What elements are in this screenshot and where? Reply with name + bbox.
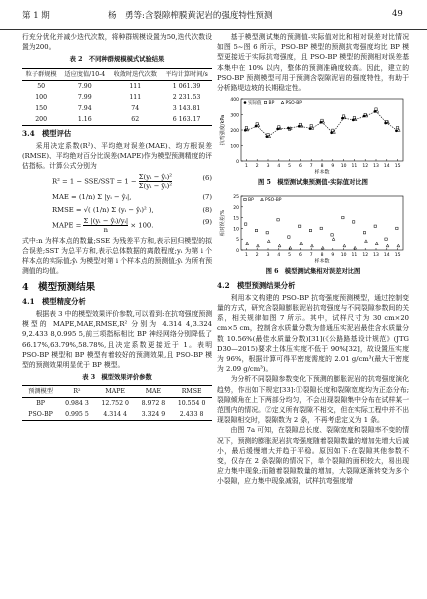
x-tick-label: 15	[394, 164, 401, 170]
legend-marker	[281, 101, 284, 104]
x-tick-label: 7	[309, 164, 313, 170]
x-tick-label: 4	[277, 253, 281, 259]
x-tick-label: 12	[362, 253, 369, 259]
left-column	[22, 32, 212, 421]
figure5-chart	[217, 93, 409, 175]
table-cell: 50	[37, 82, 46, 90]
table-header: MAPE	[105, 388, 125, 396]
x-axis-label: 样本数	[314, 169, 330, 176]
paragraph: 基于模型测试集的预测值-实际值对比和相对误差对比情况如图 5~图 6 所示，PSO-BP 模型的预测抗弯强度均比 BP 模型更接近于实际抗弯强度，且 PSO-BP 模型的预测相对误差基本集中在 10% 以内，整体的预测准确度较高。因此，建立的 PSO-BP 预测模型可用于预测含裂隙泥岩的强度特性，有助于分析路堤边坡的长期稳定性。	[217, 33, 409, 93]
table3-caption: 表 3 模型效果评价参数	[82, 374, 152, 382]
table-cell: 3 143.81	[172, 104, 201, 112]
data-point	[342, 217, 344, 219]
data-point	[395, 130, 398, 133]
equation-9: MAPE = $\frac{\text{Σ |(yᵢ − ŷᵢ)/yᵢ|}}{n}$ × 100. (9)	[52, 216, 212, 234]
plot-frame	[241, 99, 403, 161]
paragraph: 采用决定系数(R²)、平均绝对误差(MAE)、均方根误差(RMSE)、平均绝对百分比误差(MAPE)作为模型预测精度的评估指标。计算公式分别为	[22, 141, 212, 171]
y-tick-label: 0	[236, 249, 239, 255]
paragraph: 由图 7a 可知，在裂隙总长度、裂隙宽度和裂隙率不变的情况下，预测的膨胀泥岩抗弯强度随着裂隙数量的增加先增大后减小，最后缓慢增大并趋于平稳。原因如下:在裂隙其他参数不变，仅存在 2 条裂隙的情况下，单个裂隙的面积较大，易出现应力集中现象;而随着裂隙数量的增加，大裂隙逐渐转变为多个小裂隙，应力集中现象减弱，试样抗弯强度增	[217, 426, 409, 486]
x-tick-label: 5	[288, 253, 292, 259]
table-header: 平均计算时间/s	[165, 70, 208, 78]
table-cell: 7.99	[77, 93, 92, 101]
series-line	[246, 112, 397, 137]
x-tick-label: 14	[383, 164, 390, 170]
table-cell: 3.324 9	[141, 411, 166, 419]
data-point	[320, 228, 322, 230]
data-point	[298, 225, 300, 227]
x-tick-label: 6	[298, 164, 302, 170]
data-point	[266, 232, 268, 234]
x-tick-label: 10	[340, 164, 347, 170]
x-tick-label: 6	[298, 253, 302, 259]
y-tick-label: 100	[230, 144, 239, 150]
table-header: 收敛时迭代次数	[113, 70, 157, 78]
table-cell: 8.972 8	[141, 400, 166, 408]
data-point	[300, 242, 303, 245]
data-point	[289, 247, 292, 250]
data-point	[376, 110, 379, 113]
data-point	[311, 245, 314, 248]
running-header	[0, 0, 427, 30]
x-tick-label: 13	[373, 164, 379, 170]
data-point	[268, 135, 271, 138]
data-point	[354, 247, 357, 250]
figure5-svg	[217, 93, 409, 175]
table-cell: 10.554 0	[177, 400, 206, 408]
table-cell: 100	[35, 93, 48, 101]
table-cell: 2 231.53	[172, 93, 201, 101]
data-point	[309, 230, 311, 232]
legend-marker	[264, 102, 266, 104]
x-tick-label: 2	[255, 164, 259, 170]
y-axis-label: 相对误差/%	[220, 210, 226, 237]
equation-6: R² = 1 − SSE/SST = 1 − $\frac{\text{Σ(yᵢ − ŷᵢ)²}}{\text{Σ(yᵢ − ȳᵢ)²}}$ (6)	[52, 173, 212, 191]
x-axis-label: 样本数	[314, 258, 330, 265]
x-tick-label: 3	[266, 164, 270, 170]
data-point	[343, 245, 346, 248]
data-point	[277, 219, 279, 221]
y-tick-label: 10	[233, 227, 239, 233]
y-axis-label: 抗弯强度/kPa	[220, 115, 226, 146]
legend-label: BP	[268, 101, 275, 107]
table-row	[22, 398, 212, 410]
y-tick-label: 5	[236, 238, 239, 244]
x-tick-label: 9	[331, 164, 335, 170]
x-tick-label: 9	[331, 253, 335, 259]
table-cell: 1 061.39	[172, 82, 201, 90]
section-title: 3.4 模型评估	[22, 128, 72, 138]
x-tick-label: 3	[266, 253, 270, 259]
table-cell: 74	[131, 104, 140, 112]
table-cell: 200	[35, 115, 48, 123]
data-point	[365, 240, 368, 243]
paragraph: 行充分优化并减少迭代次数，将种群规模设置为50,迭代次数设置为200。	[22, 33, 212, 52]
legend-marker	[261, 198, 264, 201]
table-header: 适应度值/10-4	[64, 70, 106, 78]
table-cell: PSO-BP	[28, 411, 53, 419]
data-point	[244, 129, 247, 132]
data-point	[363, 232, 365, 234]
section-title: 4.2 模型预测结果分析	[217, 280, 296, 290]
table-row	[22, 80, 212, 92]
data-point	[288, 236, 290, 238]
y-tick-label: 20	[233, 206, 239, 212]
y-tick-label: 0	[236, 160, 239, 166]
table-header: MAE	[145, 388, 162, 396]
x-tick-label: 8	[320, 253, 324, 259]
table-cell: 111	[129, 93, 142, 101]
running-title: 杨 勇等:含裂隙榨膜黄泥岩的强度特性预测	[108, 11, 273, 21]
table-header: 预测模型	[28, 388, 53, 396]
y-tick-label: 200	[230, 129, 239, 135]
legend-label: PSO-BP	[285, 101, 303, 107]
table-row	[22, 92, 212, 103]
table-cell: 7.90	[77, 82, 92, 90]
x-tick-label: 7	[309, 253, 313, 259]
equation-7: MAE = (1/n) Σ |yᵢ − ŷᵢ|, (7)	[52, 193, 212, 202]
x-tick-label: 8	[320, 164, 324, 170]
legend-marker	[244, 101, 247, 104]
data-point	[278, 245, 281, 248]
table-cell: 12.752 0	[101, 400, 129, 408]
data-point	[386, 245, 389, 248]
paragraph: 利用本文构建的 PSO-BP 抗弯强度预测模型，通过控制变量的方式，研究含裂隙膨胀泥岩抗弯强度与不同裂隙参数间的关系，相关规律如图 7 所示。其中，试样尺寸为 30 cm×20 cm×5 cm，控制含水质量分数为普通压实泥岩最佳含水质量分数 10.56%(最佳水质量分数)[31](《公路路基设计规范》(JTG D30—2015)要求土体压实度不低于 90%[32]，故设置压实度为 96%，根据计算可得平密度需度的 2.01 g/cm³(最大干密度为 2.09 g/cm³)。	[217, 293, 409, 374]
table-cell: 150	[35, 104, 48, 112]
x-tick-label: 10	[340, 253, 347, 259]
legend-label: 实际值	[248, 101, 262, 107]
issue-number: 第 1 期	[22, 11, 50, 21]
x-tick-label: 4	[277, 164, 281, 170]
table-cell: 111	[129, 82, 142, 90]
figure6-chart	[217, 190, 409, 264]
table-cell: BP	[36, 400, 45, 408]
data-point	[331, 234, 333, 236]
section-title: 4 模型预测结果	[22, 281, 96, 293]
paragraph: 根据表 3 中的模型效果评价参数,可以看到:在抗弯强度预测模型的 MAPE,MAE,RMSE,R² 分别为 4.314 4,3.324 9,2.433 8,0.995 5,前三项指标相比 BP 神经网络分别降低了 66.17%,63.79%,58.78%,且决定系数更接近于 1。表明 PSO-BP 模型和 BP 模型有着较好的预测效果,且 PSO-BP 模型的预测效果明显优于 BP 模型。	[22, 310, 212, 370]
data-point	[330, 132, 333, 135]
data-point	[333, 131, 336, 134]
x-tick-label: 12	[362, 164, 369, 170]
table-cell: 2.433 8	[179, 411, 204, 419]
paragraph: 为分析不同裂隙参数变化下预测的膨胀泥岩的抗弯强度演化趋势，作出如下规定[33]:①裂隙长度和裂隙宽度均为正态分布;裂隙倾角在上下两部分均匀，不会出现裂隙集中分布在试样某一范围内的情况。②定义所有裂隙不相交，但在实际工程中并不出现裂隙相交时，裂隙数为 2 条，不再考虑定义为 1 条。	[217, 375, 409, 425]
y-tick-label: 25	[233, 195, 239, 201]
data-point	[257, 245, 260, 248]
data-point	[267, 240, 270, 243]
figure6-caption: 图 6 模型测试集相对误差对比图	[265, 268, 361, 276]
x-tick-label: 5	[288, 164, 292, 170]
plot-frame	[241, 196, 403, 250]
data-point	[310, 125, 312, 127]
right-column	[217, 32, 409, 487]
x-tick-label: 2	[255, 253, 259, 259]
table-header: 粒子群规模	[25, 70, 57, 78]
y-tick-label: 300	[230, 113, 239, 119]
x-tick-label: 15	[394, 253, 401, 259]
figure6-svg	[217, 190, 409, 264]
section-title: 4.1 模型精度分析	[22, 296, 86, 306]
data-point	[396, 228, 398, 230]
figure5-caption: 图 5 模型测试集预测值-实际值对比图	[258, 179, 368, 187]
table-row	[22, 409, 212, 421]
table-row	[22, 114, 212, 126]
legend-label: PSO-BP	[265, 198, 282, 204]
paragraph: 式中:n 为样本点的数量;SSE 为残差平方和,表示回归模型的拟合误差;SST 为总平方和,表示总体数据的离散程度;yᵢ 为第 i 个样本点的实际值;ŷᵢ 为模型对第 i 个样本点的预测值;ȳᵢ 为所有预测值的均值。	[22, 236, 212, 276]
data-point	[374, 225, 376, 227]
data-point	[244, 223, 246, 225]
table-cell: 62	[131, 115, 140, 123]
table2-caption: 表 2 不同种群规模模式试验结果	[69, 56, 165, 64]
data-point	[397, 245, 400, 248]
data-point	[246, 242, 249, 245]
legend-marker	[244, 199, 246, 201]
data-point	[396, 127, 398, 129]
data-point	[255, 230, 257, 232]
equation-8: RMSE = √( (1/n) Σ (yᵢ − ŷᵢ)² ), (8)	[52, 205, 212, 214]
data-point	[375, 242, 378, 245]
data-point	[332, 238, 335, 241]
data-point	[321, 247, 324, 250]
table-cell: 4.314 4	[103, 411, 127, 419]
page-number: 49	[392, 9, 403, 19]
table3	[22, 385, 212, 421]
x-tick-label: 14	[383, 253, 390, 259]
legend-label: BP	[248, 198, 254, 204]
x-tick-label: 11	[351, 253, 358, 259]
table-row	[22, 103, 212, 114]
table-cell: 1.16	[77, 115, 92, 123]
x-tick-label: 1	[244, 253, 248, 259]
y-tick-label: 15	[233, 217, 239, 223]
data-point	[352, 221, 354, 223]
table-cell: 0.995 5	[65, 411, 89, 419]
x-tick-label: 13	[373, 253, 379, 259]
table-header: RMSE	[181, 388, 202, 396]
table2	[22, 68, 212, 126]
table-header: R²	[73, 388, 81, 396]
table-cell: 7.94	[77, 104, 92, 112]
data-point	[385, 238, 387, 240]
x-tick-label: 1	[244, 164, 248, 170]
table-cell: 6 163.17	[172, 115, 201, 123]
y-tick-label: 400	[230, 98, 239, 104]
x-tick-label: 11	[351, 164, 358, 170]
table-cell: 0.984 3	[65, 400, 89, 408]
